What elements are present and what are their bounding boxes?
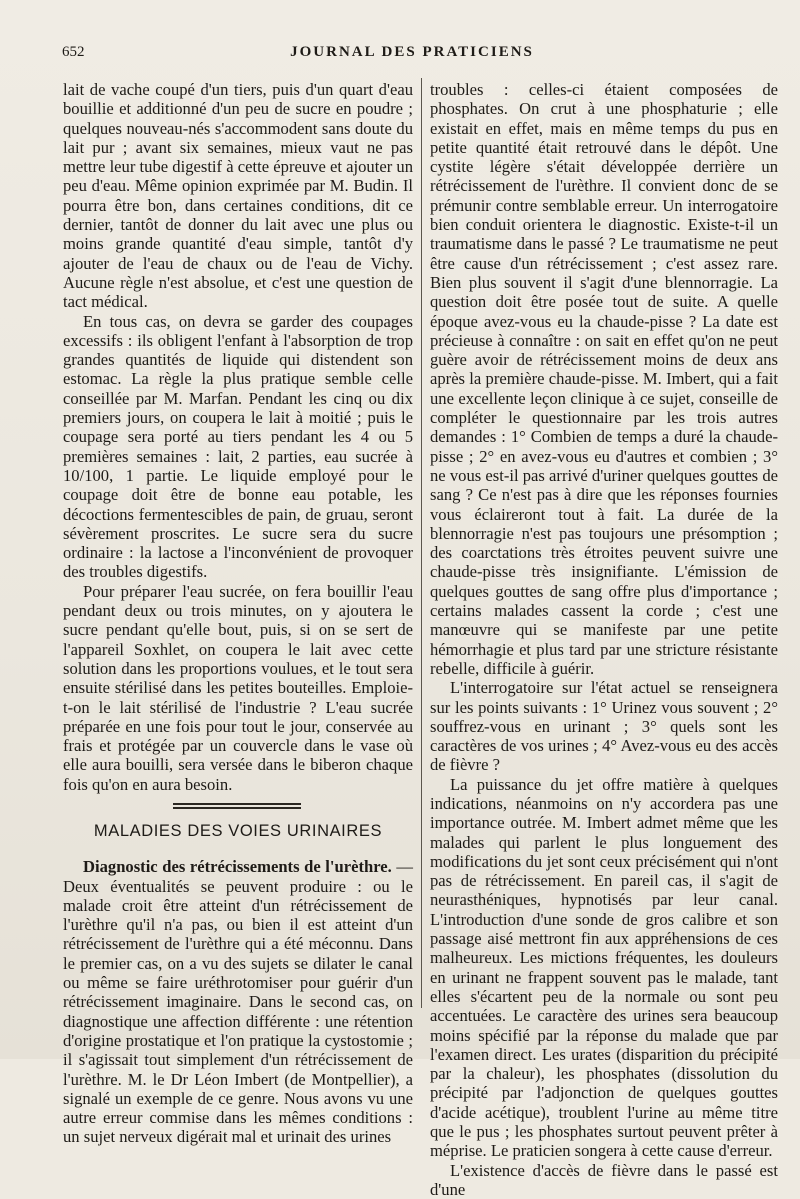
column-rule — [421, 78, 422, 1008]
section-divider — [63, 796, 413, 814]
paragraph: troubles : celles-ci étaient composées de phosphates. On crut à une phosphaturie ; elle existait en effet, mais en même temps du pus en petite quantité était retrouvé dans le dépôt. Une cystite légère s'était développée derrière un rétrécissement de l'urèthre. Il convient donc de se prémunir contre semblable erreur. Un interrogatoire bien conduit orientera le diagnostic. Existe-t-il un traumatisme dans le passé ? Le traumatisme ne peut être cause d'un rétrécissement ; c'est assez rare. Bien plus souvent il s'agit d'une blennorragie. La question doit être posée tout de suite. A quelle époque avez-vous eu la chaude-pisse ? La date est précieuse à connaître : on sait en effet qu'on ne peut guère avoir de rétrécissement moins de deux ans après la première chaude-pisse. M. Imbert, qui a fait une excellente leçon clinique à ce sujet, conseille de compléter le questionnaire par les trois autres demandes : 1° Combien de temps a duré la chaude-pisse ; 2° en avez-vous eu d'autres et combien ; 3° ne vous est-il pas arrivé d'uriner quelques gouttes de sang ? Ce n'est pas à dire que les réponses fournies vous éclaireront tout à fait. La durée de la blennorragie n'est pas toujours une présomption ; des coarctations très étroites peuvent suivre une chaude-pisse très insignifiante. L'émission de quelques gouttes de sang offre plus d'importance ; certains malades cassent la corde ; c'est une manœuvre qui se manifeste par une petite hémorrhagie et plus tard par une stricture résistante rebelle, difficile à guérir. — [430, 80, 778, 678]
paragraph: La puissance du jet offre matière à quelques indications, néanmoins on n'y accordera pas une importance outrée. M. Imbert admet même que les malades qui parlent le plus longuement des modifications du jet sont ceux précisément qui n'ont pas de rétrécissement. En pareil cas, il s'agit de neurasthéniques, hypnotisés par leur canal. L'introduction d'une sonde de gros calibre et son passage aisé mettront fin aux appréhensions de ces malheureux. Les mictions fréquentes, les douleurs en urinant ne frappent souvent pas le malade, tant elles s'écartent peu de la normale ou sont peu accentuées. Le caractère des urines sera beaucoup moins spécifié par la réponse du malade que par l'examen direct. Les urates (disparition du précipité par la chaleur), les phosphates (dissolution du précipité par l'adjonction de quelques gouttes d'acide acétique), troublent l'urine au même titre que le pus ; les phosphates surtout peuvent prêter à méprise. Le praticien songera à cette cause d'erreur. — [430, 774, 778, 1161]
running-header — [62, 40, 762, 68]
page-number: 652 — [62, 44, 85, 60]
section-title: MALADIES DES VOIES URINAIRES — [93, 821, 383, 840]
right-column — [430, 80, 778, 1199]
paragraph: Pour préparer l'eau sucrée, on fera bouillir l'eau pendant deux ou trois minutes, on y ajoutera le sucre pendant qu'elle bout, puis, si on se sert de l'appareil Soxhlet, on coupera le lait avec cette solution dans les proportions voulues, et le tout sera ensuite stérilisé dans les petites bouteilles. Emploie-t-on le lait stérilisé de l'industrie ? L'eau sucrée préparée en une fois pour tout le jour, conservée au frais et protégée par un couvercle dans le vase où elle aura bouilli, sera versée dans le biberon chaque fois qu'on en aura besoin. — [63, 581, 413, 794]
paragraph: L'existence d'accès de fièvre dans le passé est d'une — [430, 1160, 778, 1199]
paragraph-text: — Deux éventualités se peuvent produire : ou le malade croit être atteint d'un rétrécissement de l'urèthre qu'il n'a pas, ou bien il est atteint d'un rétrécissement de l'urèthre qui a été méconnu. Dans le premier cas, on a vu des sujets se dilater le canal ou même se faire uréthrotomiser pour guérir d'un rétrécissement imaginaire. Dans le second cas, on diagnostique une affection différente : une rétention d'origine prostatique et l'on pratique la cystostomie ; il s'agissait tout simplement d'un rétrécissement de l'urèthre. M. le Dr Léon Imbert (de Montpellier), a signalé un exemple de ce genre. Nous avons vu une autre erreur commise dans les mêmes conditions : un sujet nerveux digérait mal et urinait des urines — [63, 857, 413, 1147]
paragraph: lait de vache coupé d'un tiers, puis d'un quart d'eau bouillie et additionné d'un peu de sucre en poudre ; quelques nouveau-nés s'accommodent sans doute du lait pur ; avant six semaines, mieux vaut ne pas mettre leur tube digestif à cette épreuve et ajouter un peu d'eau. Même opinion exprimée par M. Budin. Il pourra être bon, dans certaines conditions, dit ce dernier, tantôt de donner du lait avec une plus ou moins grande quantité d'eau simple, tantôt d'y ajouter de l'eau de chaux ou de l'eau de Vichy. Aucune règle n'est absolue, et c'est une question de tact médical. — [63, 80, 413, 312]
paragraph: L'interrogatoire sur l'état actuel se renseignera sur les points suivants : 1° Urinez vous souvent ; 2° souffrez-vous en urinant ; 3° quels sont les caractères de vos urines ; 4° Avez-vous eu des accès de fièvre ? — [430, 678, 778, 775]
paragraph — [63, 857, 413, 1146]
left-column — [63, 80, 413, 1147]
journal-title: JOURNAL DES PRATICIENS — [290, 44, 534, 60]
article-subheading: Diagnostic des rétrécissements de l'urèthre. — [83, 857, 392, 877]
paragraph: En tous cas, on devra se garder des coupages excessifs : ils obligent l'enfant à l'absorption de trop grandes quantités de liquide qui distendent son estomac. La règle la plus pratique semble celle conseillée par M. Marfan. Pendant les cinq ou dix premiers jours, on coupera le lait à moitié ; puis le coupage sera porté au tiers pendant les 4 ou 5 premières semaines : lait, 2 parties, eau sucrée à 10/100, 1 partie. Le liquide employé pour le coupage doit être de bonne eau potable, les décoctions fermentescibles de pain, de gruau, seront sévèrement proscrites. Le sucre sera du sucre ordinaire : la lactose a l'inconvénient de provoquer des troubles digestifs. — [63, 311, 413, 582]
